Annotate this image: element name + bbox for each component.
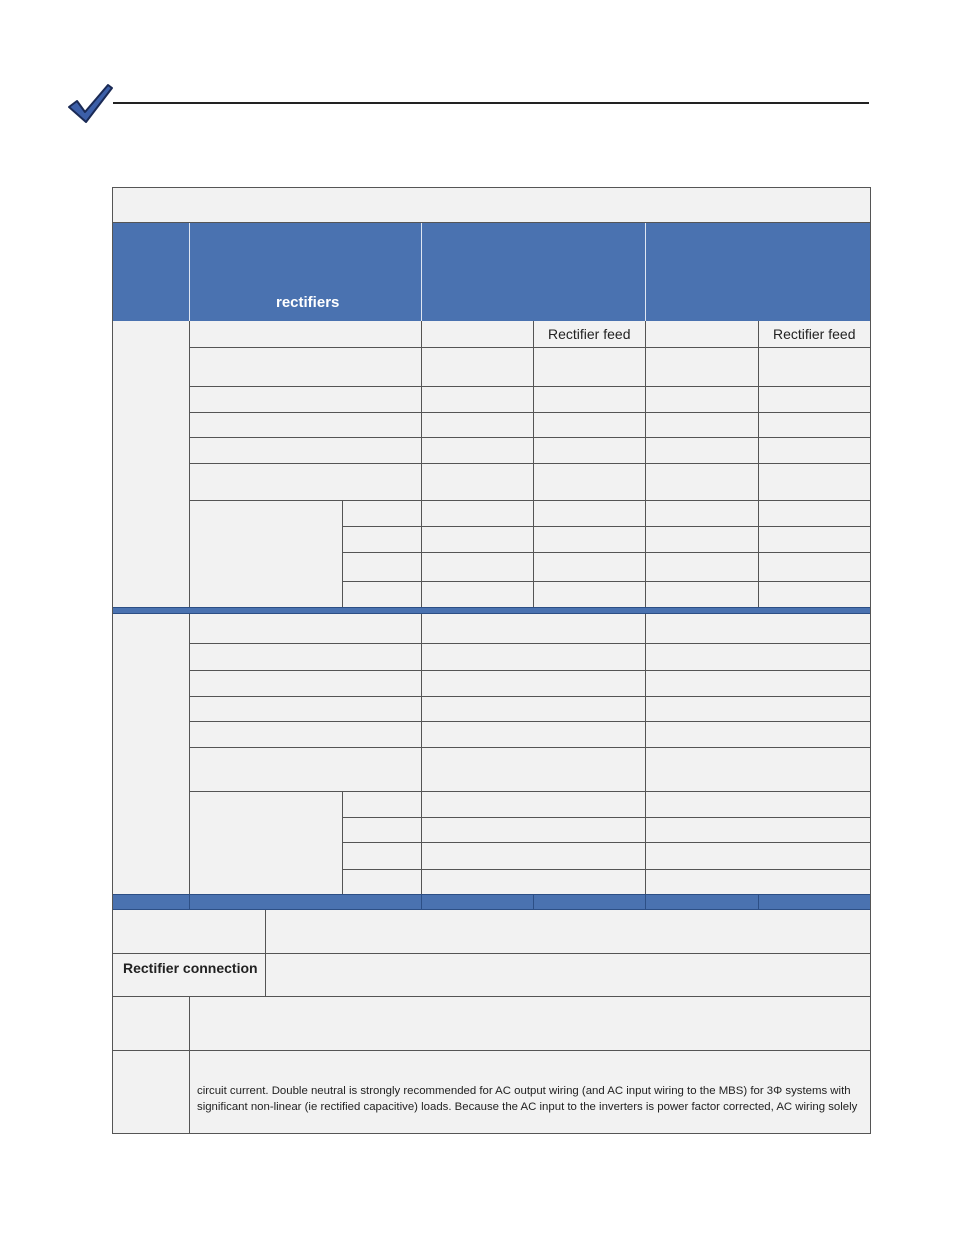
note-line: significant non-linear (ie rectified capacitive) loads. Because the AC input to the inverters is power factor corrected, AC wiring solely <box>197 1101 858 1113</box>
table-header-row <box>113 223 870 321</box>
note-text <box>197 1083 869 1115</box>
rectifier-connection-label: Rectifier connection <box>123 960 258 976</box>
checkmark-icon <box>66 82 114 124</box>
rectifier-feed-label: Rectifier feed <box>548 326 631 342</box>
rectifier-feed-label: Rectifier feed <box>773 326 856 342</box>
note-line: circuit current. Double neutral is strongly recommended for AC output wiring (and AC input wiring to the MBS) for 3Φ systems with <box>197 1085 851 1097</box>
header-rule <box>113 102 869 104</box>
specifications-table <box>112 187 871 1134</box>
section-separator <box>113 894 870 910</box>
column-header-rectifiers: rectifiers <box>276 294 340 311</box>
section-separator <box>113 607 870 614</box>
